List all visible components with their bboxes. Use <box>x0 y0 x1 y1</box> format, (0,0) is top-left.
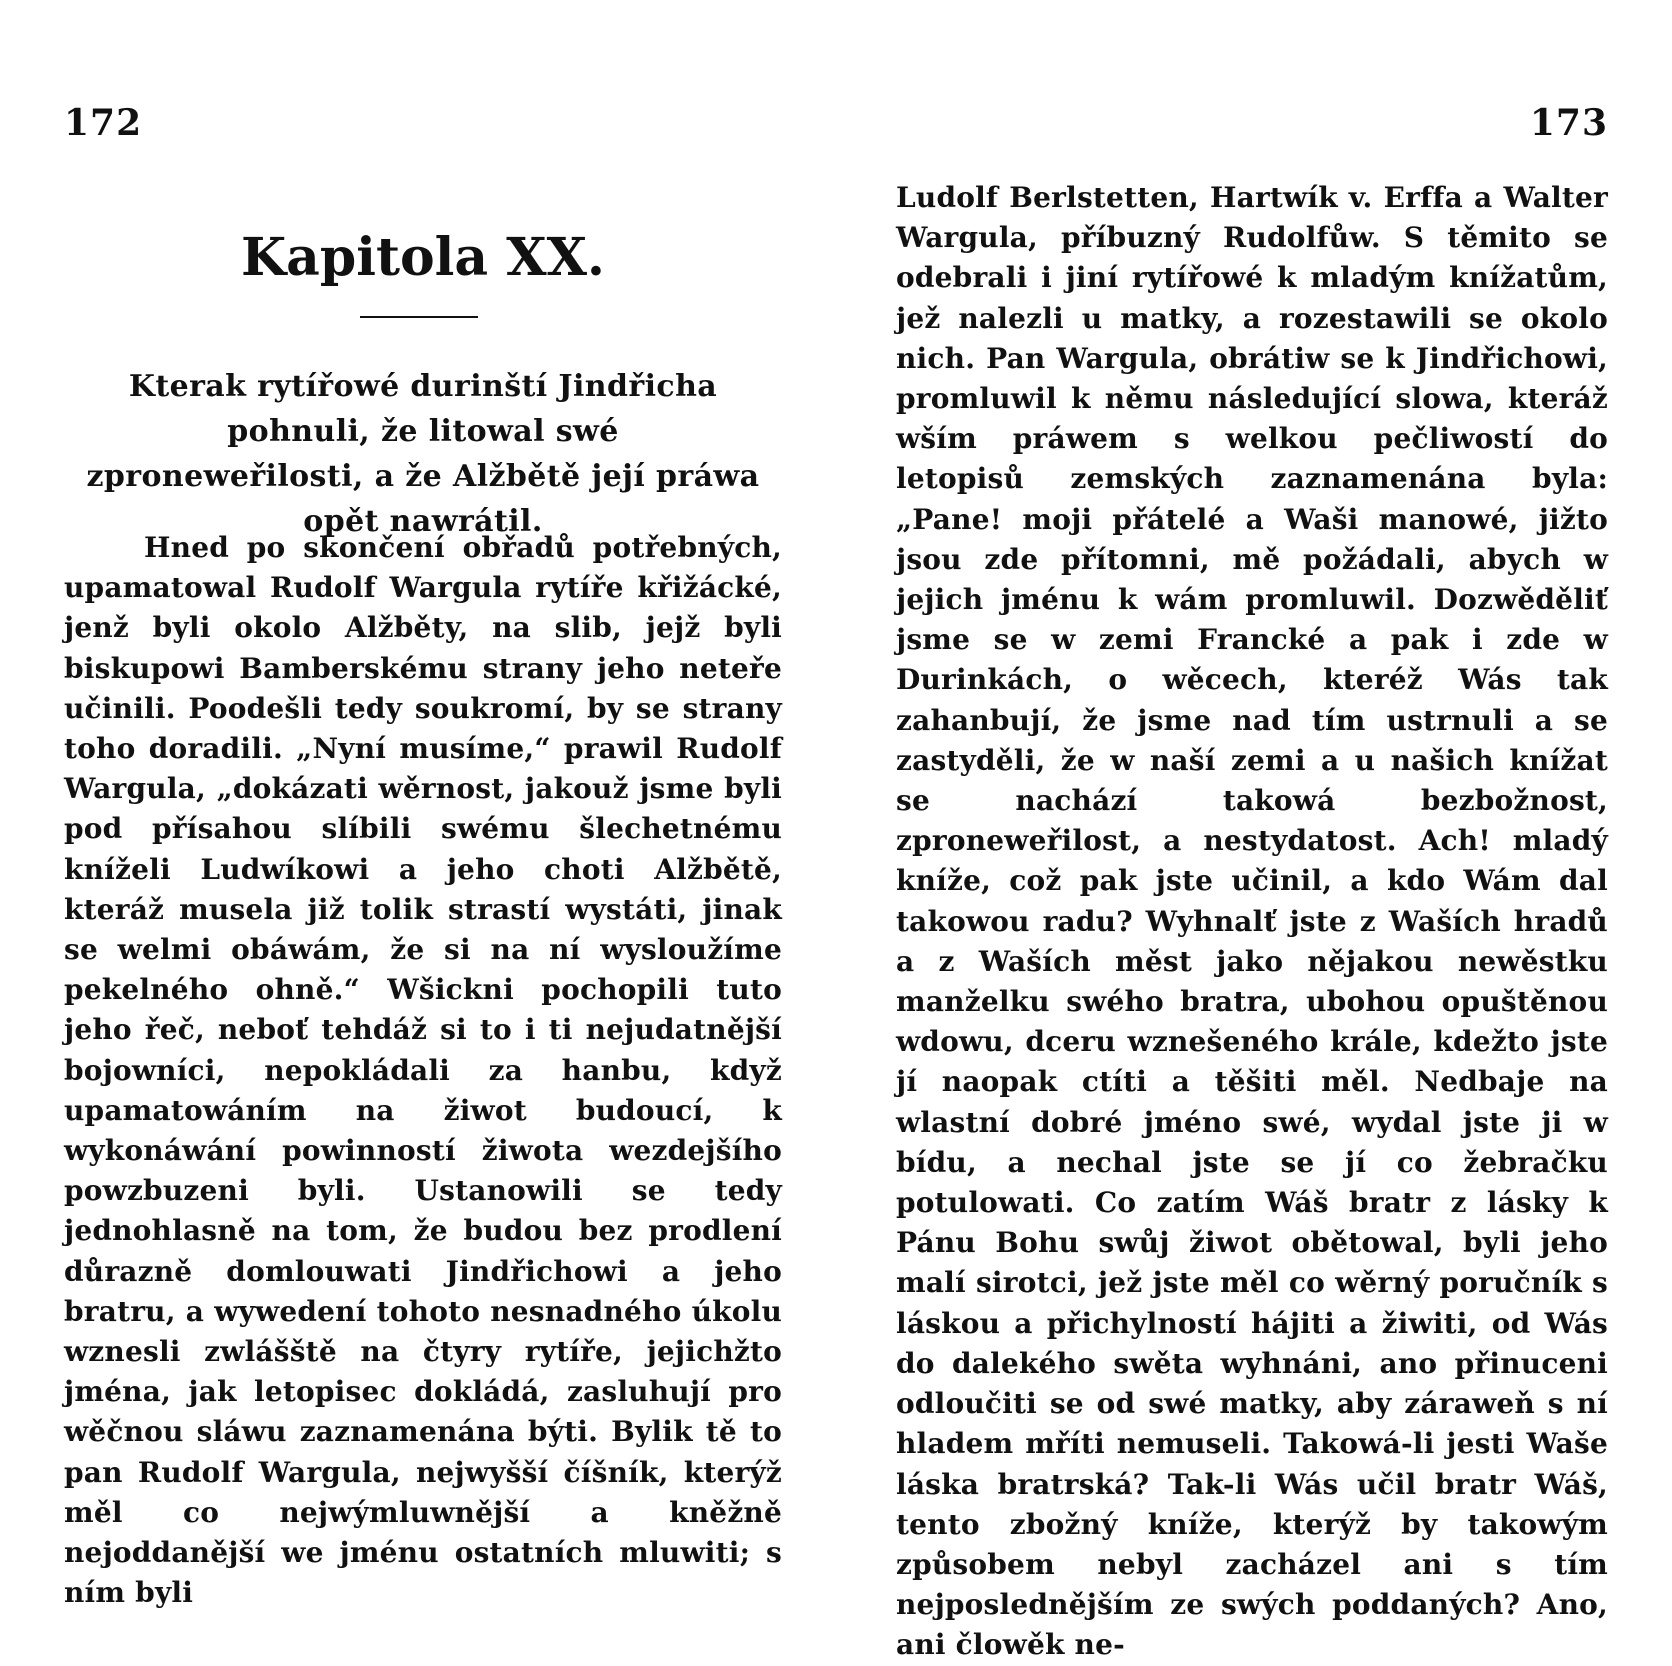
body-text: Ludolf Berlstetten, Hartwík v. Erffa a Walter Wargula, příbuzný Rudolfůw. S těmito se odebrali i jiní rytířowé k mladým knížatům, jež nalezli u matky, a rozestawili se okolo nich. Pan Wargula, obrátiw se k Jindřichowi, promluwil k němu následující slowa, kteráž wším práwem s welkou pečliwostí do letopisů zemských zaznamenána byla: „Pane! moji přátelé a Waši manowé, jižto jsou zde přítomni, mě požádali, abych w jejich jménu k wám promluwil. Dozwěděliť jsme se w zemi Francké a pak i zde w Durinkách, o wěcech, kteréž Wás tak zahanbují, že jsme nad tím ustrnuli a se zastyděli, že w naší zemi a u našich knížat se nachází takowá bezbožnost, zproneweřilost, a nestydatost. Ach! mladý kníže, což pak jste učinil, a kdo Wám dal takowou radu? Wyhnalť jste z Waších hradů a z Waších měst jako nějakou newěstku manželku swého bratra, ubohou opuštěnou wdowu, dceru wznešeného krále, kdežto jste jí naopak ctíti a těšiti měl. Nedbaje na wlastní dobré jméno swé, wydal jste ji w bídu, a nechal jste se jí co žebračku potulowati. Co zatím Wáš bratr z lásky k Pánu Bohu swůj žiwot obětowal, byli jeho malí sirotci, jež jste měl co wěrný poručník s láskou a přichylností hájiti a žiwiti, od Wás do dalekého swěta wyhnáni, ano přinuceni odloučiti se od swé matky, aby záraweň s ní hladem mříti nemuseli. Takowá-li jesti Waše láska bratrská? Tak-li Wás učil bratr Wáš, tento zbožný kníže, kterýž by takowým způsobem nebyl zacházel ani s tím nejposlednějším ze swých poddaných? Ano, ani člowěk ne- <box>896 181 1608 1662</box>
right-page <box>836 0 1672 1662</box>
chapter-title: Kapitola XX. <box>240 227 606 288</box>
body-text: Hned po skončení obřadů potřebných, upamatowal Rudolf Wargula rytíře křižácké, jenž byli okolo Alžběty, na slib, jejž byli biskupowi Bamberskému strany jeho neteře učinili. Poodešli tedy soukromí, by se strany toho doradili. „Nyní musíme,“ prawil Rudolf Wargula, „dokázati wěrnost, jakouž jsme byli pod přísahou slíbili swému šlechetnému kníželi Ludwíkowi a jeho choti Alžbětě, kteráž musela již tolik strastí wystáti, jinak se welmi obáwám, že si na ní wysloužíme pekelného ohně.“ Wšickni pochopili tuto jeho řeč, neboť tehdáž si to i ti nejudatnější bojowníci, nepokládali za hanbu, když upamatowáním na žiwot budoucí, k wykonáwání powinností žiwota wezdejšího powzbuzeni byli. Ustanowili se tedy jednohlasně na tom, že budou bez prodlení důrazně domlouwati Jindřichowi a jeho bratru, a wywedení tohoto nesnadného úkolu wznesli zwlášště na čtyry rytíře, jejichžto jména, jak letopisec dokládá, zasluhují pro wěčnou sláwu zaznamenána býti. Bylik tě to pan Rudolf Wargula, nejwyšší číšník, kterýž měl co nejwýmluwnější a kněžně nejoddanější we jménu ostatních mluwiti; s ním byli <box>64 531 782 1610</box>
chapter-summary: Kterak rytířowé durinští Jindřicha pohnuli, že litowal swé zproneweřilosti, a že Alžbětě její práwa opět nawrátil. <box>86 369 760 539</box>
left-page <box>0 0 836 1610</box>
page-number: 173 <box>1529 102 1608 144</box>
page-number: 172 <box>64 102 143 144</box>
title-divider <box>360 316 478 318</box>
